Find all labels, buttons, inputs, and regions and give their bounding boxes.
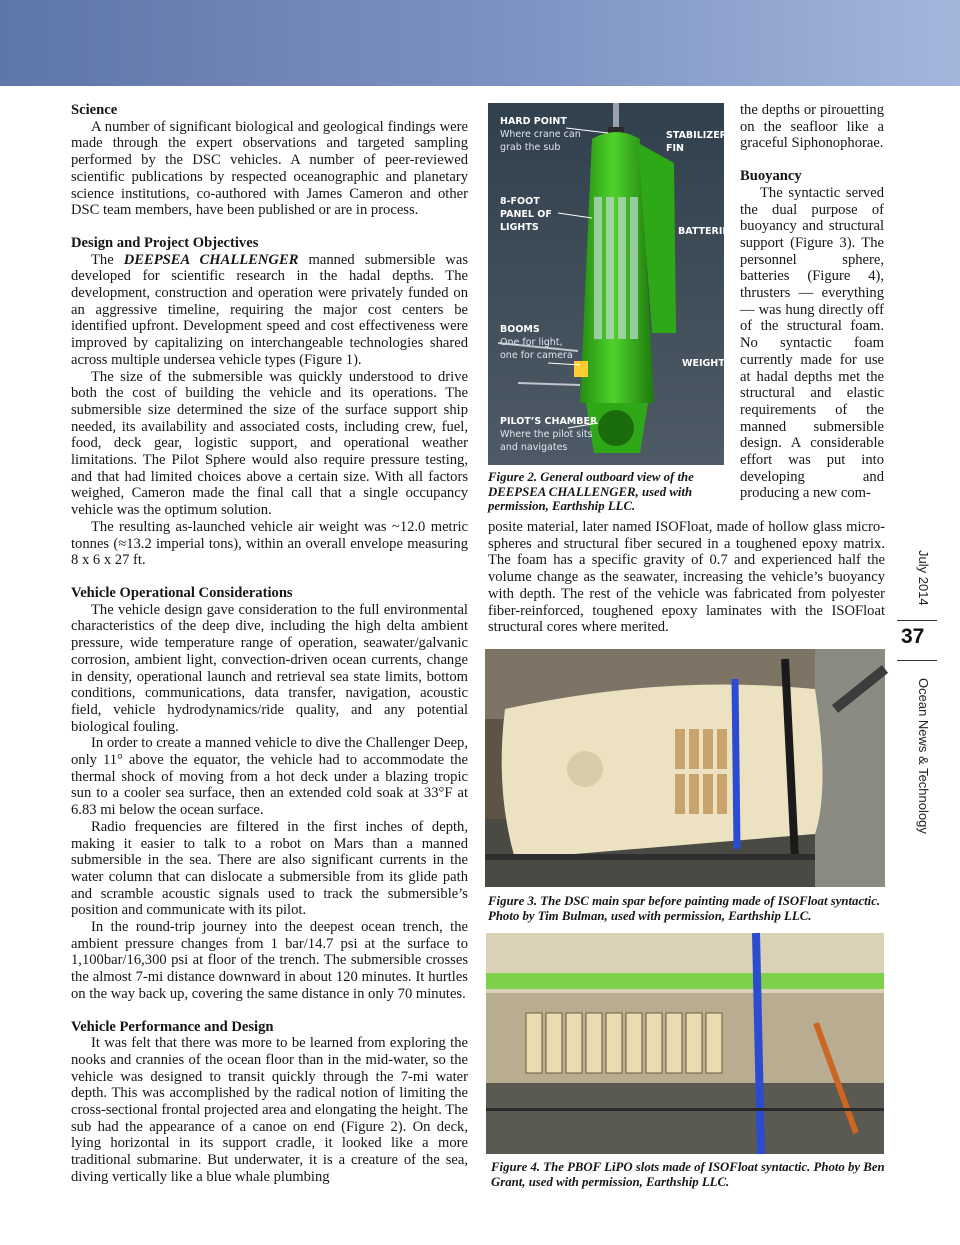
sidebar-rule <box>897 660 937 661</box>
label-hard-point: HARD POINT Where crane can grab the sub <box>500 116 581 153</box>
label-lights-panel: 8-FOOT PANEL OF LIGHTS <box>500 196 552 233</box>
paragraph: A number of significant biological and geological findings were made through the expert observations and targeted sampling performed by the DSC vehicles. A number of peer-reviewed scientific publications by respected oceanographic and planetary science institutions, co-authored with James Cameron and other DSC team members, have been published or are in process. <box>71 118 468 219</box>
issue-date: July 2014 <box>916 550 931 606</box>
paragraph: The syntactic served the dual purpose of buoyancy and structural support (Figure 3). The personnel sphere, batteries (Figure 4), thrusters — everything — was hung directly off of the structural foam. No syntactic foam currently made for use at hadal depths met the structural and elastic requirements of the manned submersible design. A considerable effort was put into developing and producing a new com- <box>740 184 884 502</box>
page-number: 37 <box>901 625 925 648</box>
paragraph: The DEEPSEA CHALLENGER manned submersible was developed for scientific research in the hadal depths. The development, construction and operation were privately funded on an aggressive timeline, requiring the major cost centers be identified upfront. Development speed and cost effectiveness were improved by capitalizing on interchangeable technologies shared across multiple undersea vehicle types (Figure 1). <box>71 251 469 368</box>
label-stabilizer-fin: STABILIZER FIN <box>666 130 727 154</box>
figure-3-caption: Figure 3. The DSC main spar before painting made of ISOFloat syntactic. Photo by Tim Bulman, used with permission, Earthship LLC. <box>488 894 881 923</box>
section-heading: Science <box>71 102 118 118</box>
battery-slots-photo <box>486 933 884 1154</box>
label-pilots-chamber: PILOT’S CHAMBER Where the pilot sits and navigates <box>500 416 598 453</box>
left-column <box>71 102 468 1186</box>
figure-4-caption: Figure 4. The PBOF LiPO slots made of ISOFloat syntactic. Photo by Ben Grant, used with permission, Earthship LLC. <box>491 1160 885 1189</box>
main-spar-photo <box>485 649 885 887</box>
section-heading: Vehicle Operational Considerations <box>71 584 293 601</box>
header-band <box>0 0 960 86</box>
right-narrow-column <box>740 102 884 502</box>
paragraph: posite material, later named ISOFloat, made of hollow glass micro-spheres and structural fiber secured in a toughened epoxy matrix. The foam has a specific gravity of 0.7 and experienced half the volume change as the seawater, increasing the vehicle’s buoyancy with depth. The rest of the vehicle was fabricated from polyester fiber-reinforced, toughened epoxy laminates with the ISOFloat structural cores where merited. <box>488 519 885 636</box>
paragraph: Radio frequencies are filtered in the first inches of depth, making it easier to talk to a robot on Mars than a manned submersible in the sea. There are also significant currents in the water column that can dislocate a submersible from its glide path and scramble acoustic signals used to track the submersible’s position and communicate with its pilot. <box>71 818 468 919</box>
label-weights: WEIGHTS <box>682 358 732 369</box>
paragraph: In the round-trip journey into the deepest ocean trench, the ambient pressure changes from 1 bar/14.7 psi at the surface to 1,100bar/16,300 psi at floor of the trench. The submersible crosses the almost 7-mi distance downward in about 120 minutes. It hurtles on the way back up, covering the same distance in only 70 minutes. <box>71 919 468 1002</box>
label-batteries: BATTERIES <box>678 226 736 237</box>
vessel-name: DEEPSEA CHALLENGER <box>123 251 299 268</box>
label-booms: BOOMS One for light, one for camera <box>500 324 573 361</box>
sidebar-rule <box>897 620 937 621</box>
figure-3-photo <box>485 649 885 887</box>
section-heading: Buoyancy <box>740 168 802 185</box>
section-heading: Vehicle Performance and Design <box>71 1018 274 1035</box>
submersible-illustration <box>488 103 736 465</box>
figure-4-photo <box>486 933 884 1154</box>
section-heading: Design and Project Objectives <box>71 234 259 251</box>
paragraph: The vehicle design gave consideration to the full environmental characteristics of the deep dive, including the high delta ambient pressure, wide temperature range of operation, seawater/galvanic corrosion, ambient light, convection-driven ocean currents, change in density, operational launch and retrieval sea state limits, bottom conditions, communications, data transfer, navigation, acoustic field, vehicle hydrodynamics/ride quality, and any potential biological fouling. <box>71 601 468 735</box>
publication-name: Ocean News & Technology <box>916 678 931 834</box>
paragraph: The resulting as-launched vehicle air weight was ~12.0 metric tonnes (≈13.2 imperial tons), within an overall envelope measuring 8 x 6 x 27 ft. <box>71 518 468 569</box>
figure-2-image <box>488 103 736 465</box>
figure-2-caption: Figure 2. General outboard view of the DEEPSEA CHALLENGER, used with permission, Earthship LLC. <box>488 470 694 513</box>
paragraph: It was felt that there was more to be learned from exploring the nooks and crannies of the ocean floor than in the mid-water, so the vehicle was designed to transit quickly through the 7-mi water depth. This was accomplished by the radical notion of limiting the cross-sectional frontal projected area and elongating the height. The sub had the appearance of a canoe on end (Figure 2). On deck, lying horizontal in its support cradle, it looked like a more traditional submarine. But underwater, it is a creature of the sea, diving vertically like a blue whale plumbing <box>71 1035 468 1185</box>
paragraph: the depths or pirouetting on the seafloor like a graceful Siphonophorae. <box>740 102 884 152</box>
page-sidebar <box>893 540 945 900</box>
right-wide-text <box>488 519 885 636</box>
paragraph: In order to create a manned vehicle to dive the Challenger Deep, only 11° above the equator, the vehicle had to accommodate the thermal shock of moving from a hot deck under a blazing tropic sun to a cooler sea surface, then an extended cold soak at 33°F at 6.83 mi below the ocean surface. <box>71 735 468 819</box>
paragraph: The size of the submersible was quickly understood to drive both the cost of building the vehicle and its operations. The submersible size determined the size of the surface support ship needed, its availability and associated costs, including crew, fuel, food, deck gear, logistic support, and operational weather limitations. The Pilot Sphere would also require pressure testing, and that had limited choices above a certain size. With all factors weighed, Cameron made the final call that a single occupancy vehicle was the optimum solution. <box>71 368 468 519</box>
